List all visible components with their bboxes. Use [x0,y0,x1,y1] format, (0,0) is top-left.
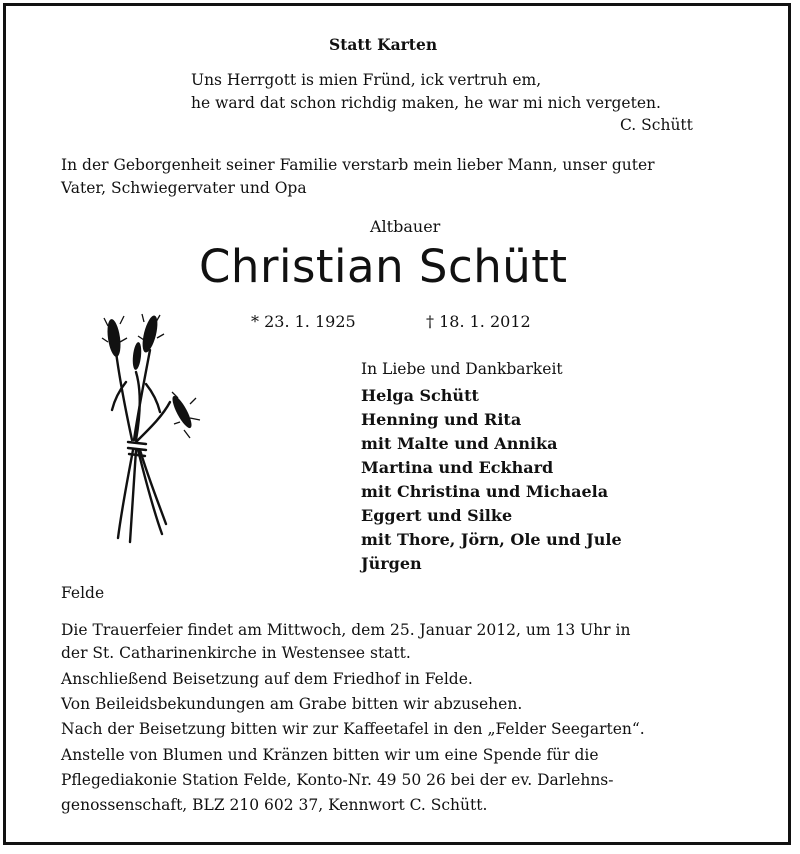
poem-line-2: he ward dat schon richdig maken, he war mi nich vergeten. [191,94,661,112]
mourner-name: mit Thore, Jörn, Ole und Jule [361,530,622,549]
obituary-frame [3,3,791,845]
detail-line: Pflegediakonie Station Felde, Konto-Nr. 49 50 26 bei der ev. Darlehns- [61,771,614,789]
detail-line: Von Beileidsbekundungen am Grabe bitten wir abzusehen. [61,695,523,713]
mourner-name: Eggert und Silke [361,506,513,525]
mourner-name: Henning und Rita [361,410,522,429]
death-date: † 18. 1. 2012 [426,312,531,331]
birth-date: * 23. 1. 1925 [251,312,356,331]
intro-line-2: Vater, Schwiegervater und Opa [61,179,307,197]
detail-line: Anschließend Beisetzung auf dem Friedhof in Felde. [61,670,473,688]
place: Felde [61,584,105,602]
detail-line: Die Trauerfeier findet am Mittwoch, dem 25. Januar 2012, um 13 Uhr in [61,621,631,639]
poem-author: C. Schütt [620,116,693,134]
deceased-title: Altbauer [370,217,441,236]
header: Statt Karten [329,35,438,54]
mourner-name: Jürgen [361,554,422,573]
mourner-name: Martina und Eckhard [361,458,554,477]
deceased-name: Christian Schütt [199,240,568,293]
mourner-name: Helga Schütt [361,386,479,405]
mourners-intro: In Liebe und Dankbarkeit [361,360,563,378]
wheat-sheaf-icon [100,312,206,552]
detail-line: der St. Catharinenkirche in Westensee statt. [61,644,411,662]
mourner-name: mit Christina und Michaela [361,482,609,501]
poem-line-1: Uns Herrgott is mien Fründ, ick vertruh em, [191,71,542,89]
detail-line: Anstelle von Blumen und Kränzen bitten wir um eine Spende für die [61,746,599,764]
detail-line: genossenschaft, BLZ 210 602 37, Kennwort C. Schütt. [61,796,488,814]
detail-line: Nach der Beisetzung bitten wir zur Kaffeetafel in den „Felder Seegarten“. [61,720,645,738]
mourner-name: mit Malte und Annika [361,434,558,453]
intro-line-1: In der Geborgenheit seiner Familie verstarb mein lieber Mann, unser guter [61,156,655,174]
